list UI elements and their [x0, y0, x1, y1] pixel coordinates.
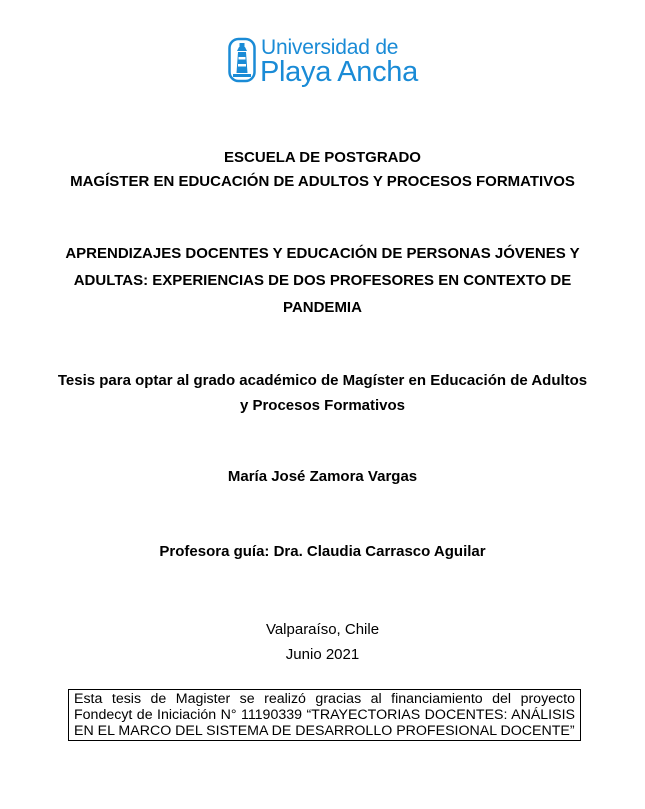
program-name: MAGÍSTER EN EDUCACIÓN DE ADULTOS Y PROCESOS FORMATIVOS — [70, 173, 575, 190]
place-and-date — [0, 617, 645, 667]
degree-line-2: y Procesos Formativos — [239, 397, 406, 414]
university-logo — [228, 36, 428, 88]
thesis-title — [0, 240, 645, 321]
school-heading — [0, 146, 645, 194]
title-line-3: PANDEMIA — [283, 299, 362, 316]
date: Junio 2021 — [285, 646, 360, 663]
degree-line-1: Tesis para optar al grado académico de Magíster en Educación de Adultos — [57, 372, 588, 389]
school-name: ESCUELA DE POSTGRADO — [224, 149, 421, 166]
lighthouse-icon — [228, 36, 256, 84]
logo-text-playa-ancha: Playa Ancha — [260, 56, 418, 88]
degree-statement — [0, 368, 645, 418]
city: Valparaíso, Chile — [265, 621, 380, 638]
advisor-name: Profesora guía: Dra. Claudia Carrasco Aguilar — [159, 543, 486, 560]
title-line-2: ADULTAS: EXPERIENCIAS DE DOS PROFESORES EN CONTEXTO DE — [73, 272, 572, 289]
title-line-1: APRENDIZAJES DOCENTES Y EDUCACIÓN DE PERSONAS JÓVENES Y — [65, 245, 580, 262]
funding-note-box: Esta tesis de Magister se realizó gracias al financiamiento del proyecto Fondecyt de Iniciación N° 11190339 “TRAYECTORIAS DOCENTES: ANÁLISIS EN EL MARCO DEL SISTEMA DE DESARROLLO PROFESIONAL DOCENTE” — [68, 689, 581, 741]
logo-text-university: Universidad de — [261, 36, 399, 59]
author-name: María José Zamora Vargas — [227, 468, 418, 485]
